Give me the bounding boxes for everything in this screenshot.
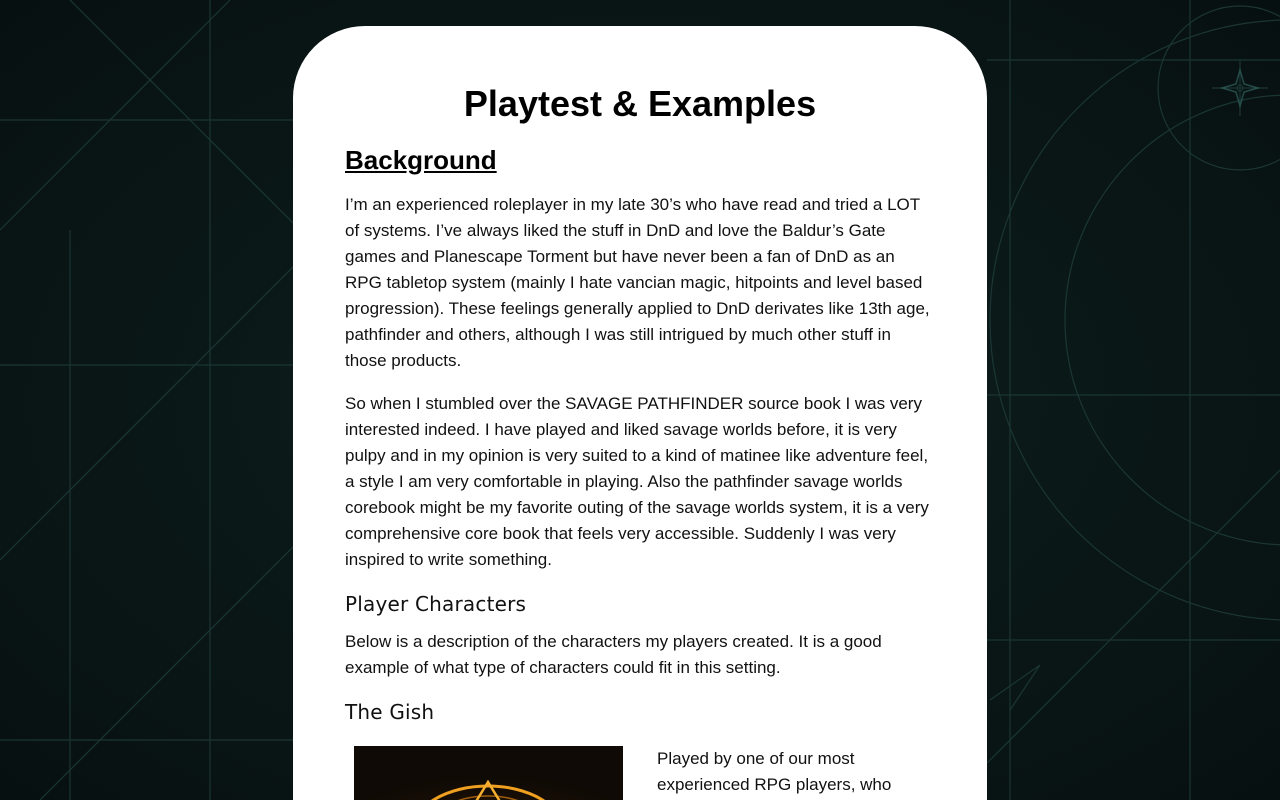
background-paragraph-1: I’m an experienced roleplayer in my late 30’s who have read and tried a LOT of systems. I’ve always liked the stuff in DnD and love the Baldur’s Gate games and Planescape Torment but have never been a fan of DnD as an RPG tabletop system (mainly I hate vancian magic, hitpoints and level based progression). These feelings generally applied to DnD derivates like 13th age, pathfinder and others, although I was still intrigued by much other stuff in those products. bbox=[345, 195, 930, 370]
content-card bbox=[293, 26, 987, 800]
background-heading: Background bbox=[345, 145, 497, 175]
glowing-sigil-image bbox=[354, 746, 623, 800]
gish-section bbox=[345, 746, 935, 800]
sigil-icon bbox=[354, 746, 623, 800]
player-characters-heading: Player Characters bbox=[345, 592, 527, 616]
gish-description: Played by one of our most experienced RPG players, who bbox=[657, 749, 892, 794]
gish-heading: The Gish bbox=[345, 700, 435, 724]
player-characters-intro: Below is a description of the characters my players created. It is a good example of what type of characters could fit in this setting. bbox=[345, 632, 882, 677]
background-paragraph-2: So when I stumbled over the SAVAGE PATHFINDER source book I was very interested indeed. I have played and liked savage worlds before, it is very pulpy and in my opinion is very suited to a kind of matinee like adventure feel, a style I am very comfortable in playing. Also the pathfinder savage worlds corebook might be my favorite outing of the savage worlds system, it is a very comprehensive core book that feels very accessible. Suddenly I was very inspired to write something. bbox=[345, 394, 929, 569]
page-title: Playtest & Examples bbox=[463, 83, 817, 124]
